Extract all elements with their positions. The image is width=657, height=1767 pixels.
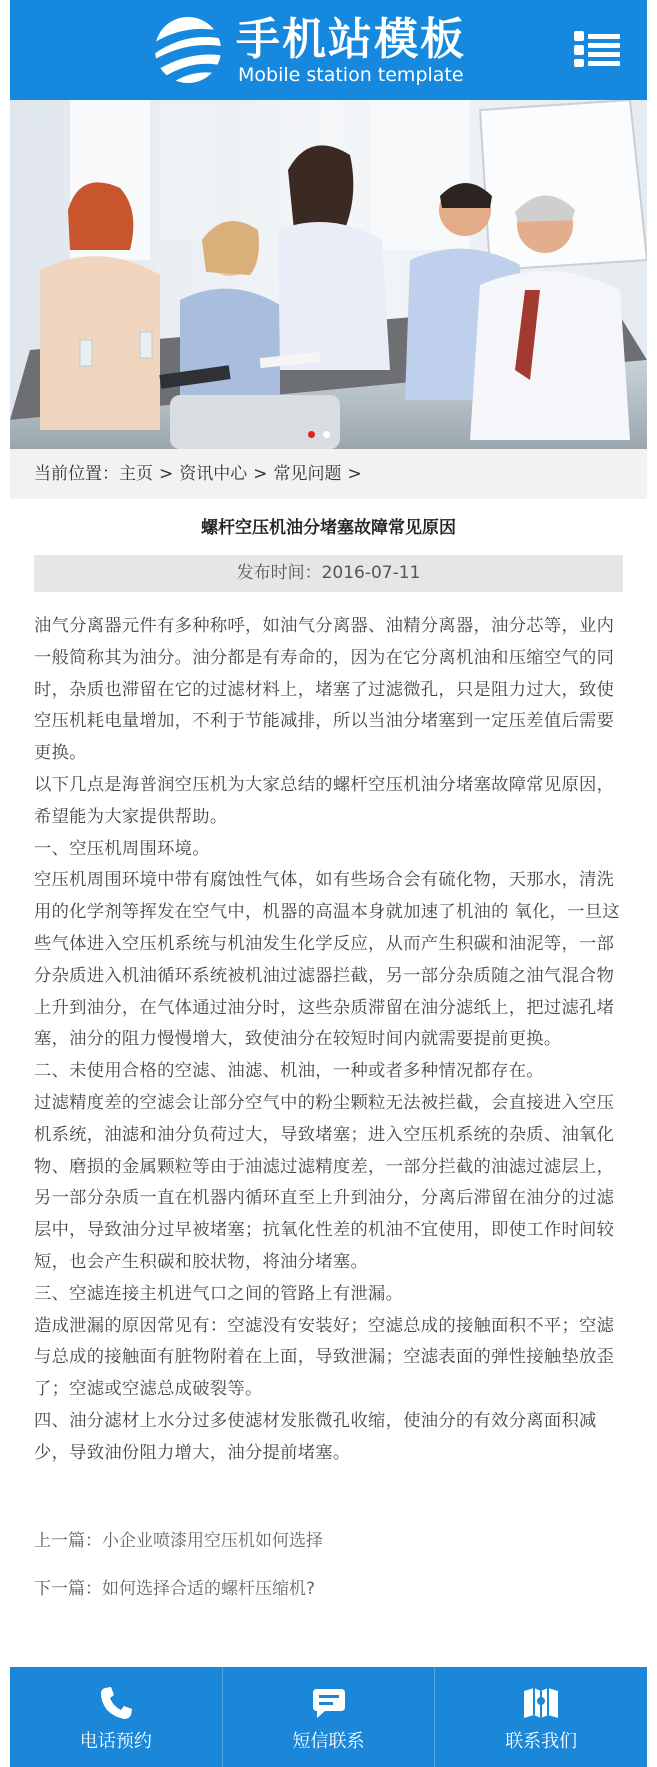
footer-contact-button[interactable]: [434, 1667, 647, 1767]
site-subtitle: Mobile station template: [238, 64, 464, 86]
chat-bubble-icon: [309, 1683, 349, 1723]
article-content: [34, 611, 625, 1470]
slider-dot-2[interactable]: [323, 431, 330, 438]
prev-label: 上一篇：: [34, 1531, 102, 1551]
article-paragraph: 三、空滤连接主机进气口之间的管路上有泄漏。: [34, 1283, 404, 1304]
banner-slider[interactable]: [10, 100, 647, 449]
article-paragraph: 四、油分滤材上水分过多使滤材发胀微孔收缩，使油分的有效分离面积减少，导致油份阻力增大，油分提前堵塞。: [34, 1410, 597, 1463]
article-paragraph: 空压机周围环境中带有腐蚀性气体，如有些场合会有硫化物，天那水，清洗用的化学剂等挥发在空气中，机器的高温本身就加速了机油的 氧化，一旦这些气体进入空压机系统与机油发生化学反应，从而产生积碳和油泥等，一部分杂质进入机油循环系统被机油过滤器拦截，另一部分杂质随之油气混合物上升到油分，在气体通过油分时，这些杂质滞留在油分滤纸上，把过滤孔堵塞，油分的阻力慢慢增大，致使油分在较短时间内就需要提前更换。: [34, 870, 620, 1050]
breadcrumb-prefix: 当前位置：: [34, 464, 119, 484]
article-paragraph: 造成泄漏的原因常见有：空滤没有安装好；空滤总成的接触面积不平；空滤与总成的接触面有脏物附着在上面，导致泄漏；空滤表面的弹性接触垫放歪了；空滤或空滤总成破裂等。: [34, 1315, 615, 1400]
breadcrumb-separator: >: [159, 464, 174, 484]
breadcrumb-faq-link[interactable]: 常见问题: [273, 464, 342, 484]
article-paragraph: 一、空压机周围环境。: [34, 838, 210, 859]
footer-contact-label: 联系我们: [505, 1731, 578, 1752]
slider-dot-1[interactable]: [308, 431, 315, 438]
breadcrumb-separator: >: [347, 464, 362, 484]
map-book-icon: [521, 1683, 561, 1723]
article-paragraph: 以下几点是海普润空压机为大家总结的螺杆空压机油分堵塞故障常见原因，希望能为大家提供帮助。: [34, 774, 615, 827]
page-frame: [10, 0, 647, 1767]
next-label: 下一篇：: [34, 1579, 102, 1599]
publish-date: 发布时间：2016-07-11: [34, 555, 623, 592]
footer-sms-button[interactable]: [222, 1667, 435, 1767]
slider-dots: [308, 431, 330, 439]
breadcrumb-home-link[interactable]: 主页: [119, 464, 153, 484]
article-paragraph: 二、未使用合格的空滤、油滤、机油，一种或者多种情况都存在。: [34, 1061, 544, 1082]
next-article-link[interactable]: 如何选择合适的螺杆压缩机?: [102, 1579, 316, 1599]
breadcrumb-news-link[interactable]: 资讯中心: [179, 464, 248, 484]
site-title: 手机站模板: [236, 14, 466, 65]
header: [10, 0, 647, 100]
footer-phone-button[interactable]: [10, 1667, 222, 1767]
footer-phone-label: 电话预约: [79, 1731, 152, 1752]
article-paragraph: 油气分离器元件有多种称呼，如油气分离器、油精分离器，油分芯等，业内一般简称其为油分。油分都是有寿命的，因为在它分离机油和压缩空气的同时，杂质也滞留在它的过滤材料上，堵塞了过滤微孔，只是阻力过大，致使空压机耗电量增加，不利于节能减排，所以当油分堵塞到一定压差值后需要更换。: [34, 616, 615, 764]
footer-nav: [10, 1667, 647, 1767]
prev-article: [34, 1529, 625, 1553]
article-title: 螺杆空压机油分堵塞故障常见原因: [201, 518, 456, 538]
globe-swoosh-icon[interactable]: [146, 14, 230, 86]
breadcrumb-separator: >: [253, 464, 268, 484]
business-team-meeting-photo: [10, 100, 647, 449]
prev-article-link[interactable]: 小企业喷漆用空压机如何选择: [102, 1531, 323, 1551]
article-paragraph: 过滤精度差的空滤会让部分空气中的粉尘颗粒无法被拦截，会直接进入空压机系统，油滤和油分负荷过大，导致堵塞；进入空压机系统的杂质、油氧化物、磨损的金属颗粒等由于油滤过滤精度差，一部分拦截的油滤过滤层上，另一部分杂质一直在机器内循环直至上升到油分，分离后滞留在油分的过滤层中，导致油分过早被堵塞；抗氧化性差的机油不宜使用，即使工作时间较短，也会产生积碳和胶状物，将油分堵塞。: [34, 1092, 615, 1272]
footer-sms-label: 短信联系: [292, 1731, 365, 1752]
next-article: [34, 1577, 625, 1601]
breadcrumb: [10, 449, 647, 499]
menu-list-icon[interactable]: [574, 31, 620, 67]
phone-icon: [96, 1683, 136, 1723]
